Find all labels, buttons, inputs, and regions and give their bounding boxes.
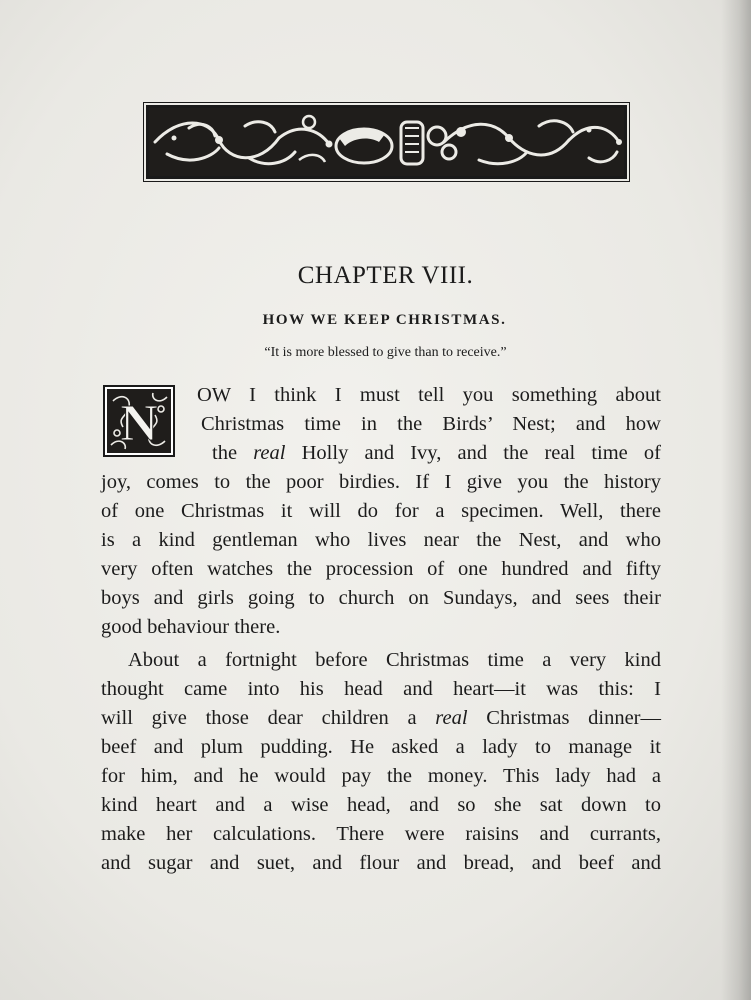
ornamental-n-initial-icon	[105, 387, 173, 455]
text-line: Christmas time in the Birds’ Nest; and how	[201, 413, 661, 435]
book-spine-shadow	[721, 0, 751, 1000]
text-line: OW I think I must tell you something about	[197, 384, 661, 406]
text-line: boys and girls going to church on Sundays, and sees their	[101, 587, 661, 609]
text-line: About a fortnight before Christmas time a very kind	[128, 649, 661, 671]
epigraph-quote: “It is more blessed to give than to receive.”	[264, 345, 507, 360]
text-segment: Christmas dinner—	[467, 707, 662, 729]
text-line: thought came into his head and heart—it was this: I	[101, 678, 661, 700]
text-line	[101, 708, 661, 729]
chapter-title: CHAPTER VIII.	[297, 262, 474, 289]
text-line: good behaviour there.	[101, 616, 281, 638]
text-line: make her calculations. There were raisins and currants,	[101, 823, 661, 845]
text-segment: the	[212, 442, 254, 464]
text-line	[212, 443, 661, 464]
text-line: for him, and he would pay the money. This lady had a	[101, 765, 661, 787]
floral-scroll-ornament-icon	[149, 108, 624, 176]
drop-cap-initial	[103, 385, 175, 457]
text-line: beef and plum pudding. He asked a lady to manage it	[101, 736, 661, 758]
text-segment: Holly and Ivy, and the real time of	[285, 442, 661, 464]
text-segment: will give those dear children a	[101, 707, 436, 729]
text-line: kind heart and a wise head, and so she sat down to	[101, 794, 661, 816]
text-line: very often watches the procession of one hundred and fifty	[101, 558, 661, 580]
text-line: joy, comes to the poor birdies. If I give you the history	[101, 471, 661, 493]
chapter-subtitle: HOW WE KEEP CHRISTMAS.	[262, 312, 507, 328]
text-line: and sugar and suet, and flour and bread, and beef and	[101, 852, 661, 874]
italic-word: real	[253, 442, 286, 464]
ornamental-headpiece	[146, 105, 627, 179]
italic-word: real	[435, 707, 468, 729]
drop-cap-letter: N	[120, 395, 158, 452]
text-line: is a kind gentleman who lives near the Nest, and who	[101, 529, 661, 551]
text-line: of one Christmas it will do for a specimen. Well, there	[101, 500, 661, 522]
